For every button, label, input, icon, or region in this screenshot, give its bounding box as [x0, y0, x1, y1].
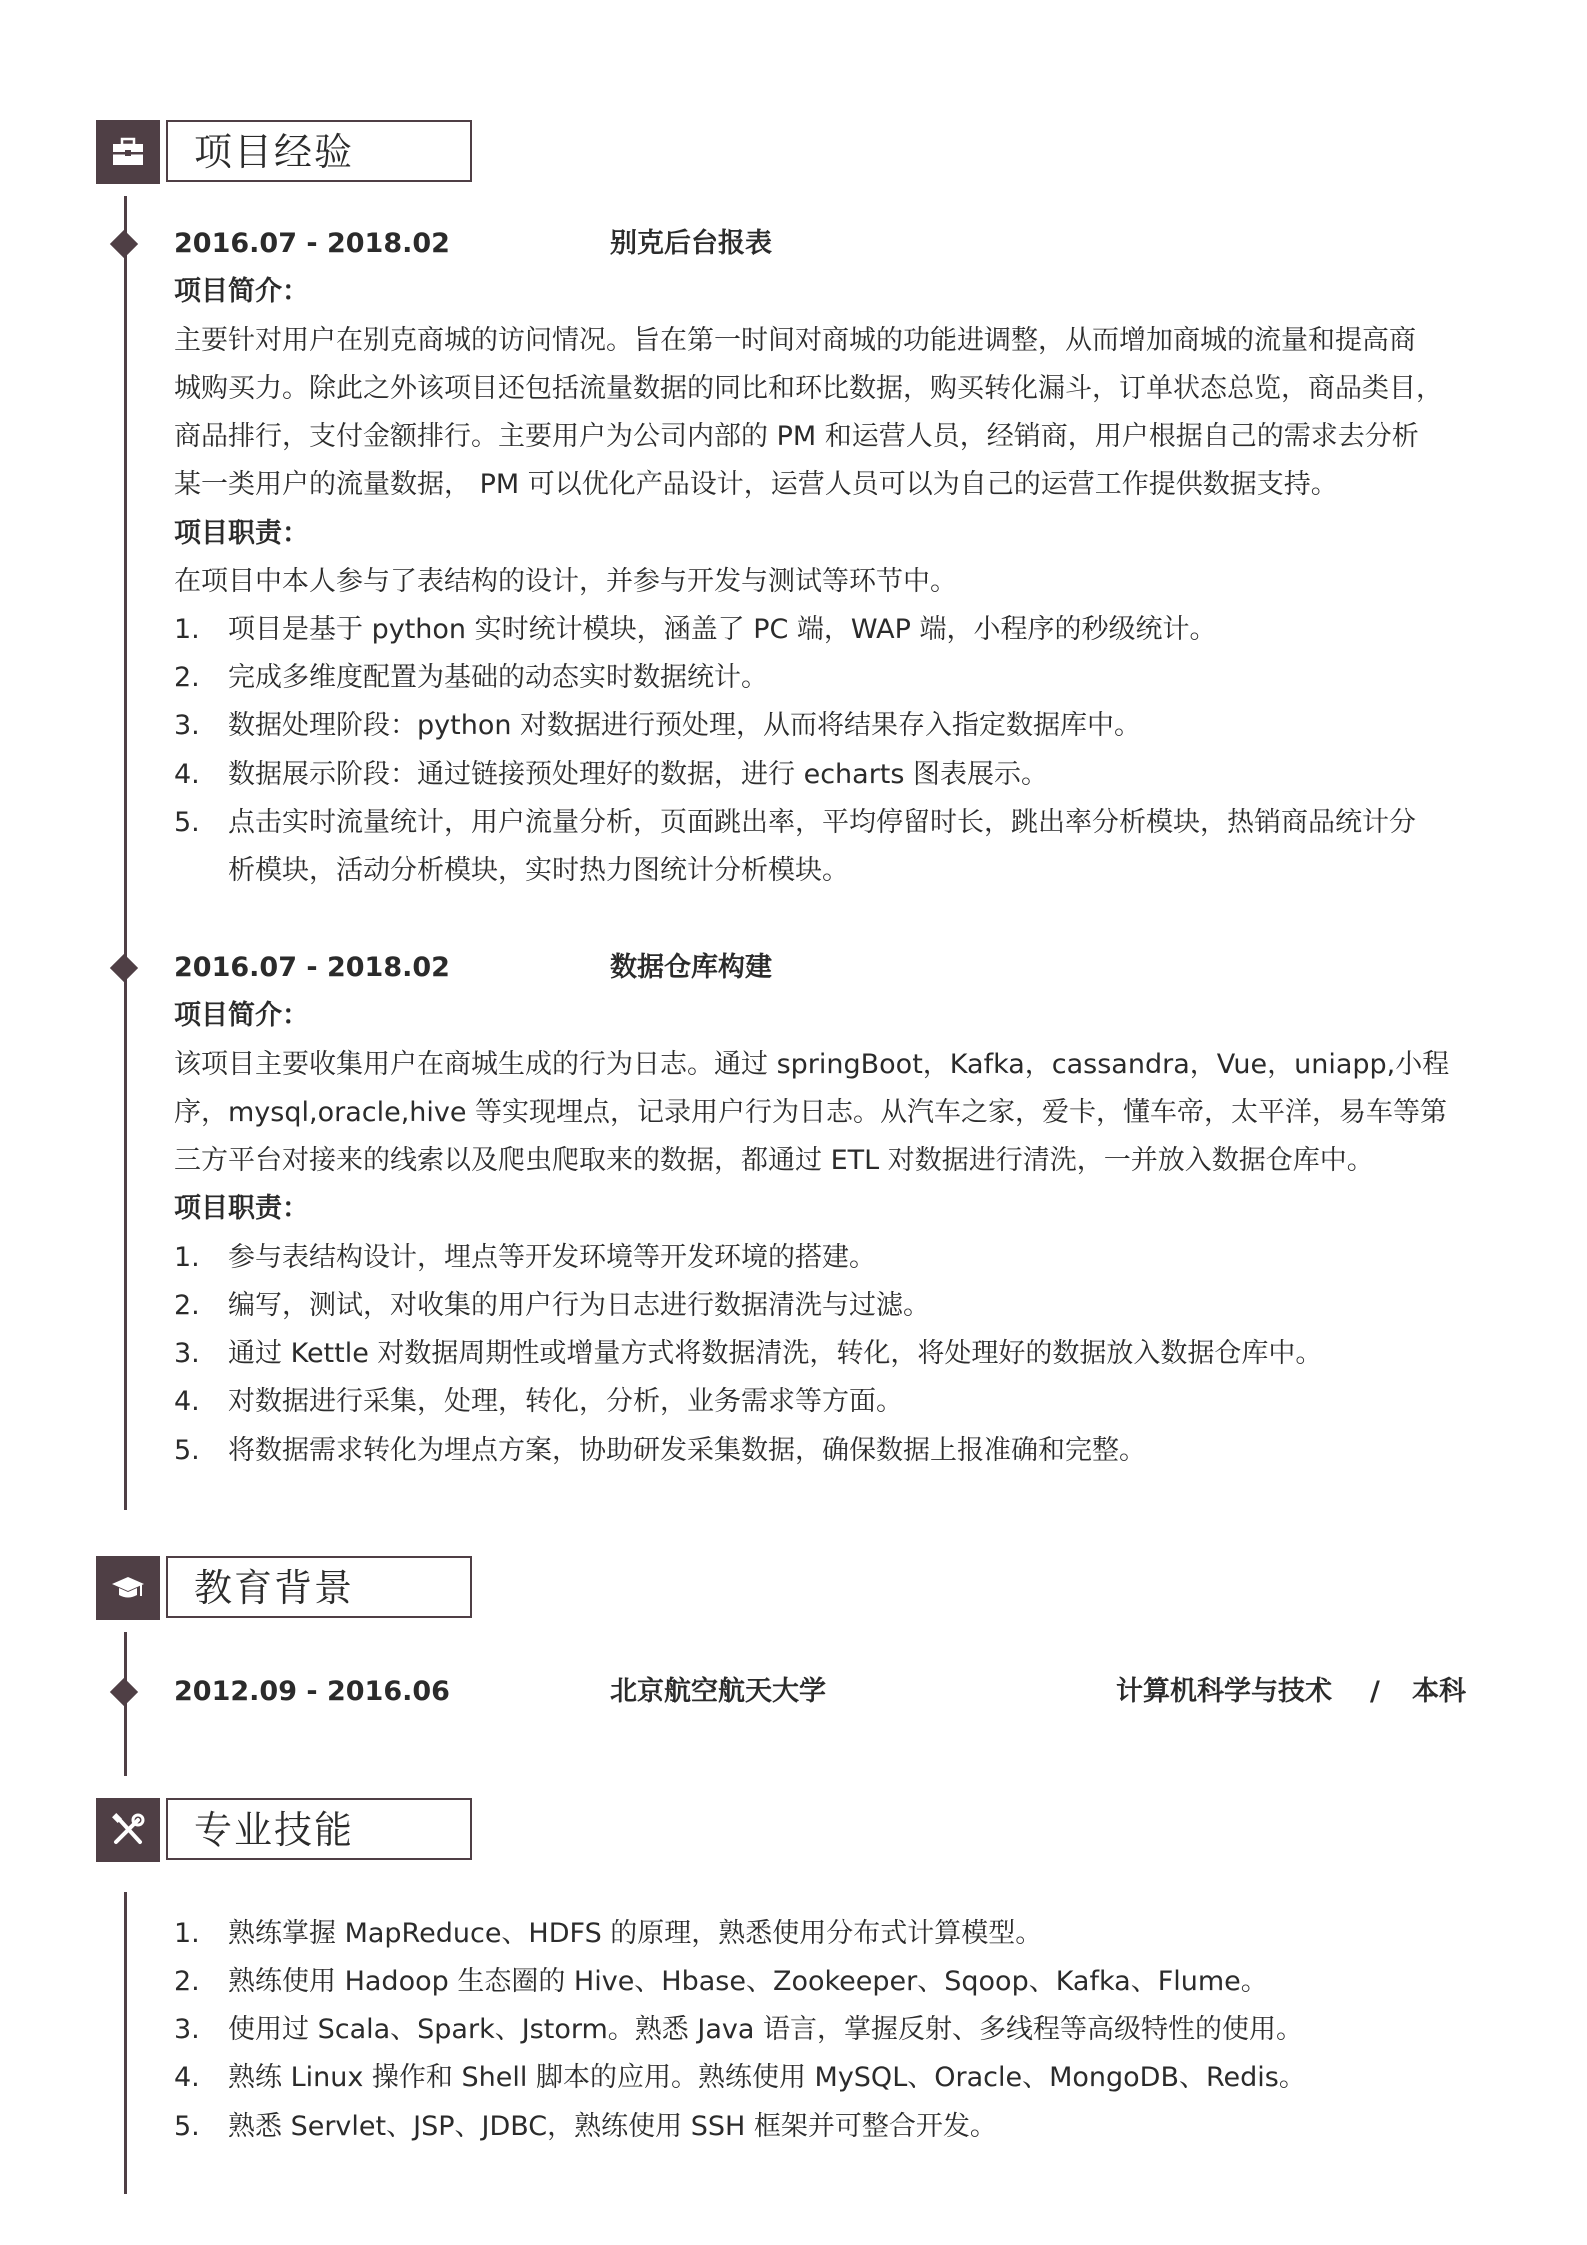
- list-item-continuation: 析模块，活动分析模块，实时热力图统计分析模块。: [228, 855, 849, 886]
- list-number: 4.: [174, 2062, 200, 2093]
- project-intro-label: 项目简介：: [174, 276, 309, 307]
- skill-item: 熟悉 Servlet、JSP、JDBC，熟练使用 SSH 框架并可整合开发。: [228, 2111, 997, 2142]
- education-date: 2012.09 - 2016.06: [174, 1676, 450, 1707]
- education-major: 计算机科学与技术: [1116, 1676, 1332, 1707]
- education-title-box: [166, 1556, 472, 1618]
- project-duty-label: 项目职责：: [174, 518, 309, 549]
- project-intro-line: 序，mysql,oracle,hive 等实现埋点，记录用户行为日志。从汽车之家，爱卡，懂车帝，太平洋，易车等第: [174, 1097, 1448, 1128]
- list-item: 参与表结构设计，埋点等开发环境等开发环境的搭建。: [228, 1242, 876, 1273]
- project-intro-label: 项目简介：: [174, 1000, 309, 1031]
- education-section-header: [96, 1556, 426, 1620]
- projects-title-box: [166, 120, 472, 182]
- skills-section-header: [96, 1798, 426, 1862]
- tools-icon: [96, 1798, 160, 1862]
- timeline-marker: [110, 230, 138, 258]
- projects-timeline-line: [124, 196, 127, 1510]
- skills-timeline-line: [124, 1892, 127, 2194]
- education-separator: /: [1370, 1676, 1380, 1707]
- project-intro-line: 该项目主要收集用户在商城生成的行为日志。通过 springBoot，Kafka，cassandra，Vue，uniapp,小程: [174, 1049, 1450, 1080]
- education-title: 教育背景: [194, 1566, 355, 1610]
- list-number: 4.: [174, 1386, 200, 1417]
- skill-item: 使用过 Scala、Spark、Jstorm。熟悉 Java 语言，掌握反射、多线程等高级特性的使用。: [228, 2014, 1303, 2045]
- project-intro-line: 商品排行，支付金额排行。主要用户为公司内部的 PM 和运营人员，经销商，用户根据自己的需求去分析: [174, 421, 1419, 452]
- project-date: 2016.07 - 2018.02: [174, 228, 450, 259]
- project-duty-label: 项目职责：: [174, 1193, 309, 1224]
- list-number: 3.: [174, 710, 200, 741]
- list-number: 5.: [174, 2111, 200, 2142]
- skill-item: 熟练 Linux 操作和 Shell 脚本的应用。熟练使用 MySQL、Oracle、MongoDB、Redis。: [228, 2062, 1306, 2093]
- timeline-marker: [110, 954, 138, 982]
- list-number: 5.: [174, 1435, 200, 1466]
- list-number: 3.: [174, 1338, 200, 1369]
- skill-item: 熟练掌握 MapReduce、HDFS 的原理，熟悉使用分布式计算模型。: [228, 1918, 1043, 1949]
- list-number: 4.: [174, 759, 200, 790]
- list-item: 数据展示阶段：通过链接预处理好的数据，进行 echarts 图表展示。: [228, 759, 1049, 790]
- list-number: 1.: [174, 614, 200, 645]
- projects-title: 项目经验: [194, 130, 355, 174]
- briefcase-icon: [96, 120, 160, 184]
- list-number: 5.: [174, 807, 200, 838]
- list-item: 通过 Kettle 对数据周期性或增量方式将数据清洗，转化，将处理好的数据放入数据仓库中。: [228, 1338, 1323, 1369]
- list-item: 编写，测试，对收集的用户行为日志进行数据清洗与过滤。: [228, 1290, 930, 1321]
- projects-section-header: [96, 120, 426, 184]
- skills-title-box: [166, 1798, 472, 1860]
- list-item: 项目是基于 python 实时统计模块，涵盖了 PC 端，WAP 端，小程序的秒级统计。: [228, 614, 1217, 645]
- list-number: 2.: [174, 662, 200, 693]
- list-number: 1.: [174, 1242, 200, 1273]
- skill-item: 熟练使用 Hadoop 生态圈的 Hive、Hbase、Zookeeper、Sqoop、Kafka、Flume。: [228, 1966, 1268, 1997]
- project-intro-line: 主要针对用户在别克商城的访问情况。旨在第一时间对商城的功能进调整，从而增加商城的流量和提高商: [174, 325, 1416, 356]
- education-degree: 本科: [1412, 1676, 1466, 1707]
- project-name: 数据仓库构建: [610, 952, 772, 983]
- list-number: 1.: [174, 1918, 200, 1949]
- list-item: 数据处理阶段：python 对数据进行预处理，从而将结果存入指定数据库中。: [228, 710, 1142, 741]
- graduation-cap-icon: [96, 1556, 160, 1620]
- project-intro-line: 三方平台对接来的线索以及爬虫爬取来的数据，都通过 ETL 对数据进行清洗，一并放入数据仓库中。: [174, 1145, 1374, 1176]
- education-school: 北京航空航天大学: [610, 1676, 826, 1707]
- project-name: 别克后台报表: [610, 228, 772, 259]
- list-item: 点击实时流量统计，用户流量分析，页面跳出率，平均停留时长，跳出率分析模块，热销商品统计分: [228, 807, 1416, 838]
- list-item: 将数据需求转化为埋点方案，协助研发采集数据，确保数据上报准确和完整。: [228, 1435, 1146, 1466]
- skills-title: 专业技能: [194, 1808, 355, 1852]
- project-intro-line: 城购买力。除此之外该项目还包括流量数据的同比和环比数据，购买转化漏斗，订单状态总览，商品类目，: [174, 373, 1443, 404]
- list-number: 2.: [174, 1966, 200, 1997]
- project-duty-intro: 在项目中本人参与了表结构的设计，并参与开发与测试等环节中。: [174, 566, 957, 597]
- timeline-marker: [110, 1678, 138, 1706]
- project-date: 2016.07 - 2018.02: [174, 952, 450, 983]
- list-number: 3.: [174, 2014, 200, 2045]
- list-item: 对数据进行采集，处理，转化，分析，业务需求等方面。: [228, 1386, 903, 1417]
- list-number: 2.: [174, 1290, 200, 1321]
- list-item: 完成多维度配置为基础的动态实时数据统计。: [228, 662, 768, 693]
- project-intro-line: 某一类用户的流量数据， PM 可以优化产品设计，运营人员可以为自己的运营工作提供数据支持。: [174, 469, 1338, 500]
